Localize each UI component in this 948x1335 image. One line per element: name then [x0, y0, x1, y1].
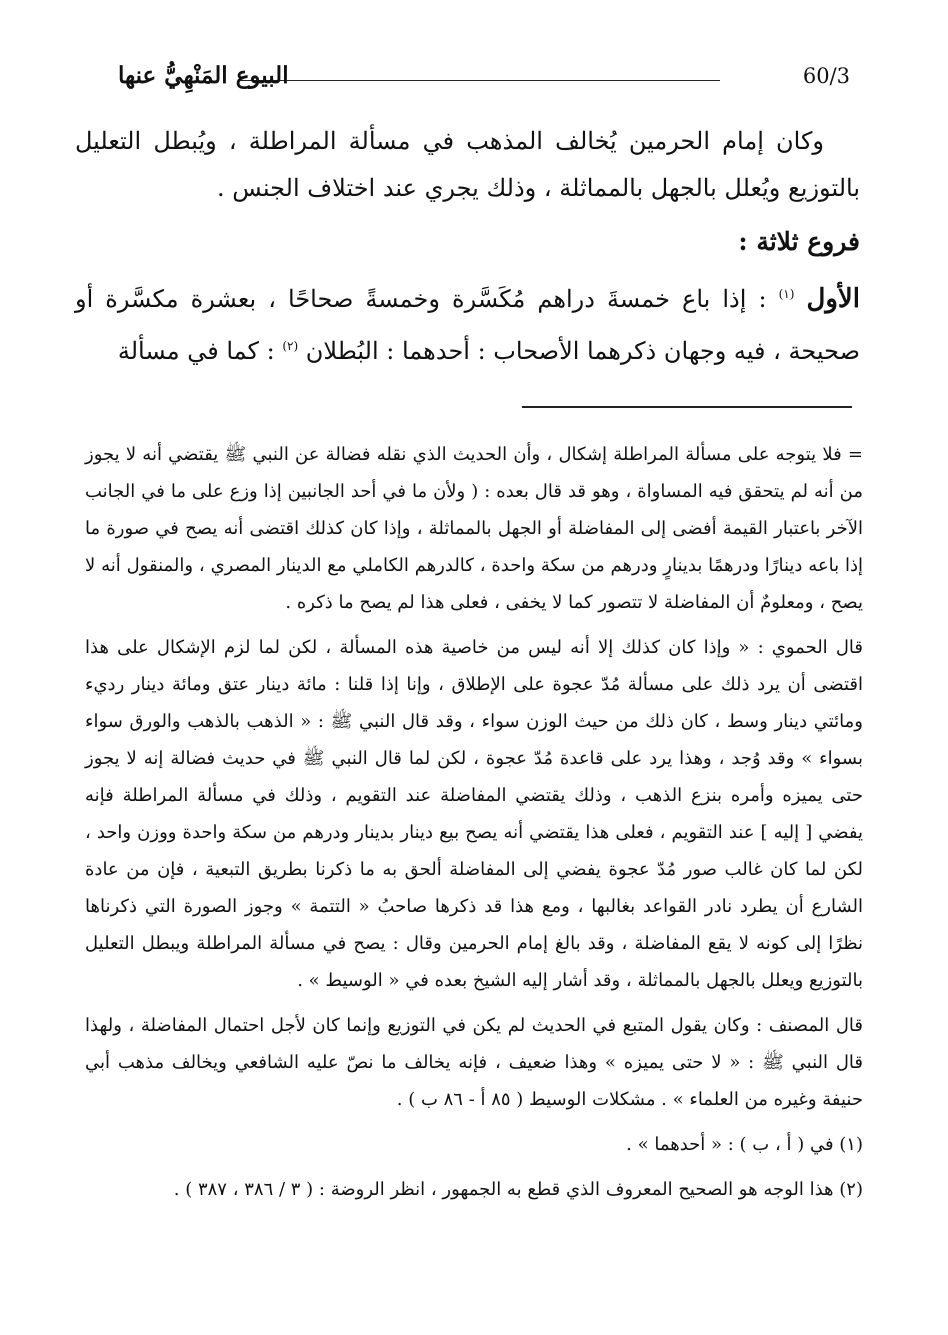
- footnote-continuation: = فلا يتوجه على مسألة المراطلة إشكال ، وأن الحديث الذي نقله فضالة عن النبي ﷺ يقتضي أنه لا يجوز من أنه لم يتحقق فيه المساواة ، وهو قد قال بعده : ( ولأن ما في أحد الجانبين إذا وزع على ما في الجانب الآخر باعتبار القيمة أفضى إلى المفاضلة أو الجهل بالمماثلة ، وإذا كان كذلك اقتضى أنه يصح في صورة ما إذا باعه دينارًا ودرهمًا بدينارٍ ودرهم من سكة واحدة ، كالدرهم الكاملي مع الدينار المصري ، والمنقول أنه لا يصح ، ومعلومٌ أن المفاضلة لا تتصور كما لا يخفى ، فعلى هذا لم يصح ما ذكره .: [85, 444, 863, 613]
- main-text: [75, 118, 860, 375]
- header-rule: [240, 80, 720, 81]
- section-heading: فروع ثلاثة :: [738, 227, 860, 256]
- footnote-separator: [522, 406, 852, 408]
- page-number: 60/3: [802, 64, 850, 88]
- first-branch-text-a: : إذا باع خمسةَ دراهم مُكَسَّرة وخمسةً صحاحًا ، بعشرة مكسَّرة أو صحيحة ، فيه وجهان ذكرهما الأصحاب : أحدهما : البُطلان: [75, 285, 860, 365]
- first-branch-text-b: : كما في مسألة: [117, 337, 275, 365]
- footnote-ref-1: (١): [778, 287, 795, 301]
- running-title: البيوع المَنْهِيُّ عنها: [118, 62, 289, 89]
- footnote-1: (١) في ( أ ، ب ) : « أحدهما » .: [626, 1134, 863, 1155]
- page-header: [60, 60, 850, 100]
- footnotes: [85, 436, 863, 1216]
- footnote-ref-2: (٢): [282, 339, 299, 353]
- footnote-paragraph: قال المصنف : وكان يقول المتبع في الحديث لم يكن في التوزيع وإنما كان لأجل احتمال المفاضلة ، ولهذا قال النبي ﷺ : « لا حتى يميزه » وهذا ضعيف ، فإنه يخالف ما نصّ عليه الشافعي ويخالف مذهب أبي حنيفة وغيره من العلماء » . مشكلات الوسيط ( ٨٥ أ - ٨٦ ب ) .: [85, 1015, 864, 1110]
- footnote-2: (٢) هذا الوجه هو الصحيح المعروف الذي قطع به الجمهور ، انظر الروضة : ( ٣ / ٣٨٦ ، ٣٨٧ ) .: [173, 1179, 863, 1200]
- footnote-paragraph: قال الحموي : « وإذا كان كذلك إلا أنه ليس من خاصية هذه المسألة ، لكن لما لزم الإشكال على هذا اقتضى أن يرد ذلك على مسألة مُدّ عجوة على الإطلاق ، وإنا إذا قلنا : مائة دينار عتق ومائة دينار رديء ومائتي دينار وسط ، كان ذلك من حيث الوزن سواء ، وقد قال النبي ﷺ : « الذهب بالذهب والورق سواء بسواء » وقد وُجد ، وهذا يرد على قاعدة مُدّ عجوة ، لكن لما قال النبي ﷺ في حديث فضالة إنه لا يجوز حتى يميزه وأمره بنزع الذهب ، وذلك يقتضي المفاضلة عند التقويم ، وذلك في مسألة المراطلة فإنه يفضي [ إليه ] عند التقويم ، فعلى هذا يقتضي أنه يصح بيع دينار بدينار ودرهم من سكة واحدة ووزن واحد ، لكن لما كان غالب صور مُدّ عجوة يفضي إلى المفاضلة ألحق به ما ذكرنا بطريق التبعية ، فإن من عادة الشارع أن يطرد نادر القواعد بغالبها ، ومع هذا قد ذكرها صاحبُ « التتمة » وجوز الصورة التي ذكرناها نظرًا إلى كونه لا يقع المفاضلة ، وقد بالغ إمام الحرمين وقال : يصح في مسألة المراطلة ويبطل التعليل بالتوزيع ويعلل بالجهل بالمماثلة ، وقد أشار إليه الشيخ بعده في « الوسيط » .: [85, 637, 863, 991]
- first-branch-paragraph: [75, 271, 860, 375]
- main-paragraph: وكان إمام الحرمين يُخالف المذهب في مسألة المراطلة ، ويُبطل التعليل بالتوزيع ويُعلل بالجهل بالمماثلة ، وذلك يجري عند اختلاف الجنس .: [75, 127, 860, 202]
- first-branch-label: الأول: [806, 284, 860, 314]
